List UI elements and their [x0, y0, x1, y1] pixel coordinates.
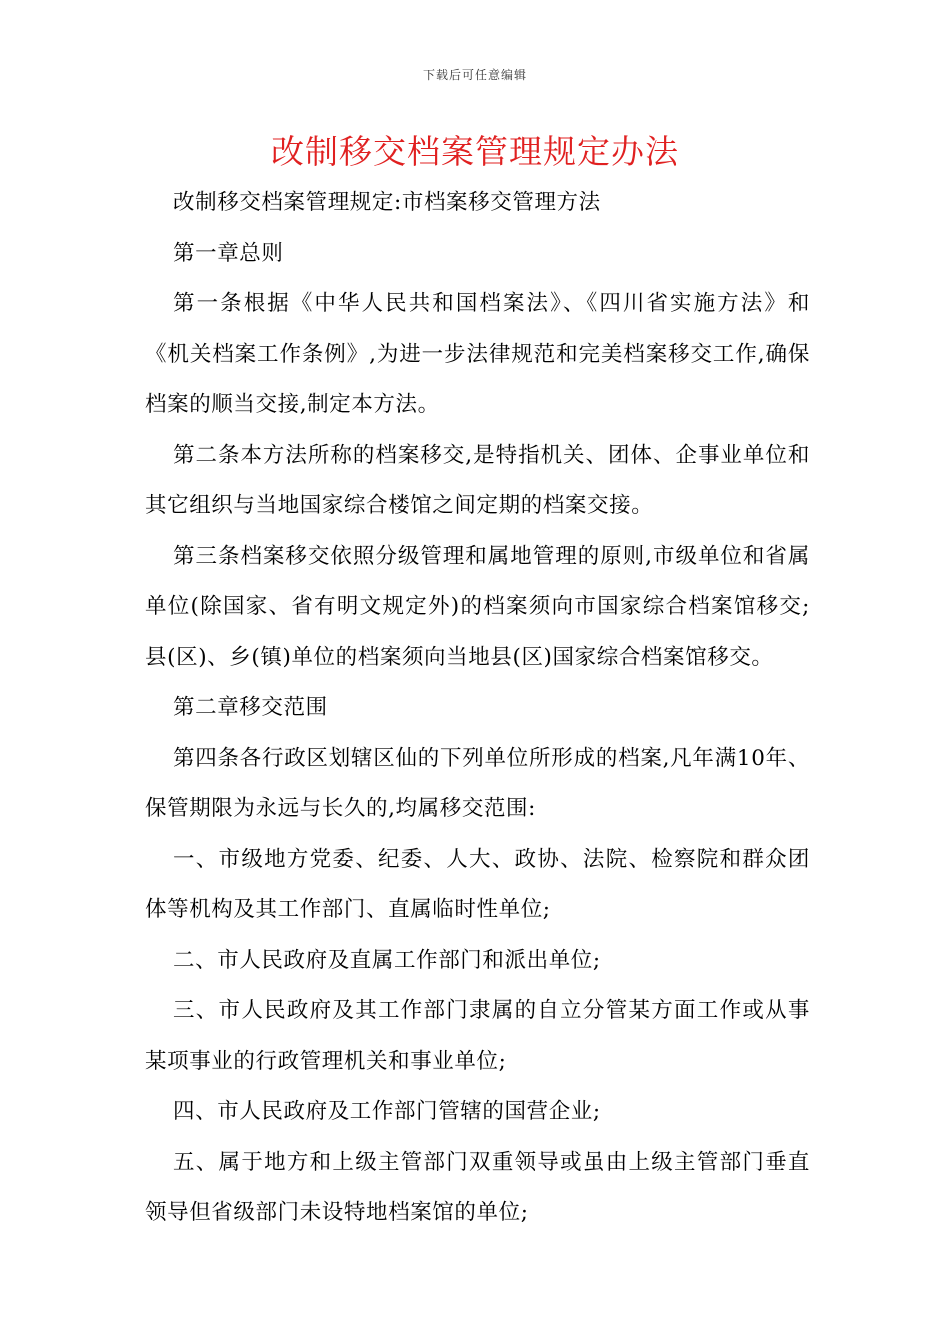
list-item-1: 一、市级地方党委、纪委、人大、政协、法院、检察院和群众团体等机构及其工作部门、直属临时性单位;	[145, 846, 810, 922]
paragraph-subtitle: 改制移交档案管理规定:市档案移交管理方法	[173, 190, 601, 215]
paragraph-article-2: 第二条本方法所称的档案移交,是特指机关、团体、企事业单位和其它组织与当地国家综合楼馆之间定期的档案交接。	[145, 442, 810, 518]
list-item-5: 五、属于地方和上级主管部门双重领导或虽由上级主管部门垂直领导但省级部门未设特地档案馆的单位;	[145, 1149, 810, 1225]
list-item-4: 四、市人民政府及工作部门管辖的国营企业;	[173, 1099, 601, 1124]
paragraph-article-1: 第一条根据《中华人民共和国档案法》、《四川省实施方法》和《机关档案工作条例》,为进一步法律规范和完美档案移交工作,确保档案的顺当交接,制定本方法。	[145, 291, 810, 417]
list-item-3: 三、市人民政府及其工作部门隶属的自立分管某方面工作或从事某项事业的行政管理机关和事业单位;	[145, 998, 810, 1074]
document-body	[145, 178, 810, 1239]
paragraph-article-3: 第三条档案移交依照分级管理和属地管理的原则,市级单位和省属单位(除国家、省有明文规定外)的档案须向市国家综合档案馆移交;县(区)、乡(镇)单位的档案须向当地县(区)国家综合档案馆移交。	[145, 543, 810, 670]
paragraph-article-4: 第四条各行政区划辖区仙的下列单位所形成的档案,凡年满10年、保管期限为永远与长久的,均属移交范围:	[145, 745, 810, 821]
chapter-heading-2: 第二章移交范围	[173, 695, 328, 720]
list-item-2: 二、市人民政府及直属工作部门和派出单位;	[173, 947, 601, 973]
document-title: 改制移交档案管理规定办法	[271, 132, 679, 171]
header-note: 下载后可任意编辑	[422, 68, 527, 82]
chapter-heading-1: 第一章总则	[173, 240, 284, 266]
